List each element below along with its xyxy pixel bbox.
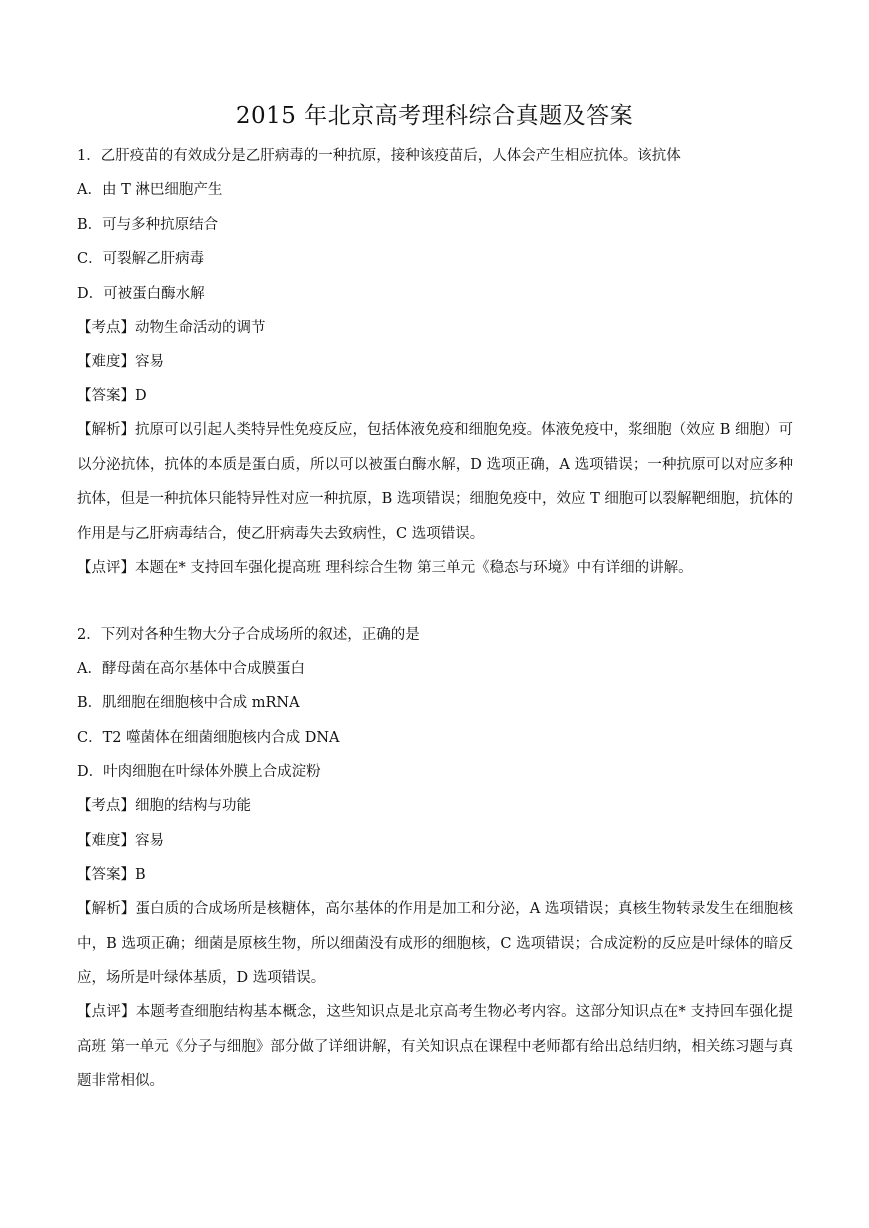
question-2-comment <box>77 995 793 1099</box>
kaodian-value: 动物生命活动的调节 <box>135 320 266 336</box>
nandu-label: 【难度】 <box>77 354 135 370</box>
question-1-option-b: B．可与多种抗原结合 <box>77 217 219 233</box>
question-2-stem: 2．下列对各种生物大分子合成场所的叙述，正确的是 <box>77 627 420 643</box>
question-1-answer <box>77 386 797 406</box>
kaodian-label: 【考点】 <box>77 798 135 814</box>
question-2-option-b: B．肌细胞在细胞核中合成 mRNA <box>77 695 300 711</box>
analysis-text: 蛋白质的合成场所是核糖体，高尔基体的作用是加工和分泌，A 选项错误；真核生物转录发生在细胞核中，B 选项正确；细菌是原核生物，所以细菌没有成形的细胞核，C 选项错误；合成淀粉的反应是叶绿体的暗反应，场所是叶绿体基质，D 选项错误。 <box>77 901 794 986</box>
analysis-label: 【解析】 <box>77 901 136 917</box>
question-2-nandu <box>77 831 797 851</box>
question-1-analysis <box>77 413 793 551</box>
analysis-label: 【解析】 <box>77 422 136 438</box>
question-1-stem: 1．乙肝疫苗的有效成分是乙肝病毒的一种抗原，接种该疫苗后，人体会产生相应抗体。该抗体 <box>77 148 681 164</box>
comment-label: 【点评】 <box>77 560 135 576</box>
question-2-kaodian <box>77 796 797 816</box>
question-2-analysis <box>77 892 793 996</box>
kaodian-label: 【考点】 <box>77 320 135 336</box>
nandu-value: 容易 <box>135 833 164 849</box>
answer-value: D <box>135 388 147 404</box>
analysis-text: 抗原可以引起人类特异性免疫反应，包括体液免疫和细胞免疫。体液免疫中，浆细胞（效应 B 细胞）可以分泌抗体，抗体的本质是蛋白质，所以可以被蛋白酶水解，D 选项正确，A 选项错误；一种抗原可以对应多种抗体，但是一种抗体只能特异性对应一种抗原，B 选项错误；细胞免疫中，效应 T 细胞可以裂解靶细胞，抗体的作用是与乙肝病毒结合，使乙肝病毒失去致病性，C 选项错误。 <box>77 422 794 542</box>
question-1-nandu <box>77 352 797 372</box>
page-title: 2015 年北京高考理科综合真题及答案 <box>235 103 634 129</box>
question-2-option-c: C．T2 噬菌体在细菌细胞核内合成 DNA <box>77 730 340 746</box>
comment-label: 【点评】 <box>77 1004 136 1020</box>
answer-value: B <box>135 867 146 883</box>
question-1-option-d: D．可被蛋白酶水解 <box>77 286 205 302</box>
comment-text: 本题在* 支持回车强化提高班 理科综合生物 第三单元《稳态与环境》中有详细的讲解。 <box>135 560 693 576</box>
question-1-comment <box>77 558 797 578</box>
question-1-option-c: C．可裂解乙肝病毒 <box>77 251 205 267</box>
answer-label: 【答案】 <box>77 388 135 404</box>
question-2-option-a: A．酵母菌在高尔基体中合成膜蛋白 <box>77 661 305 677</box>
question-1-option-a: A．由 T 淋巴细胞产生 <box>77 182 223 198</box>
comment-text: 本题考查细胞结构基本概念，这些知识点是北京高考生物必考内容。这部分知识点在* 支持回车强化提高班 第一单元《分子与细胞》部分做了详细讲解，有关知识点在课程中老师都有给出总结归纳，相关练习题与真题非常相似。 <box>77 1004 794 1089</box>
nandu-label: 【难度】 <box>77 833 135 849</box>
kaodian-value: 细胞的结构与功能 <box>135 798 251 814</box>
question-2-option-d: D．叶肉细胞在叶绿体外膜上合成淀粉 <box>77 764 321 780</box>
nandu-value: 容易 <box>135 354 164 370</box>
question-2-answer <box>77 865 797 885</box>
question-1-kaodian <box>77 318 797 338</box>
answer-label: 【答案】 <box>77 867 135 883</box>
